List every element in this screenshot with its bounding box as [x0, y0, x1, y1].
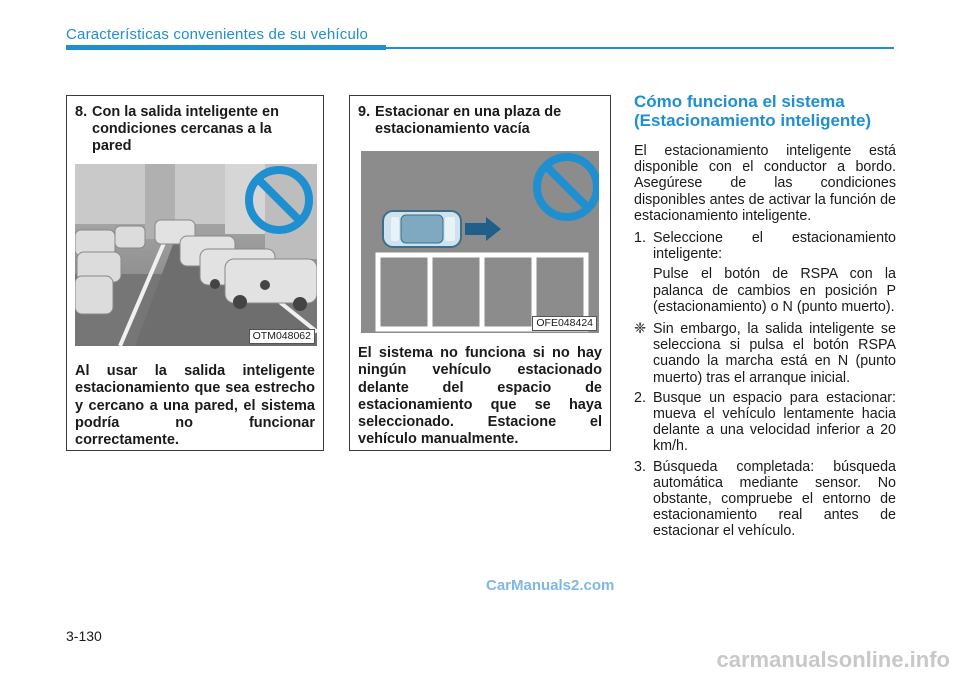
note-symbol: ❈	[634, 321, 646, 338]
list-item	[634, 230, 896, 262]
header-title: Características convenientes de su vehículo	[66, 26, 369, 43]
box-1-note: Al usar la salida inteligente estacionamiento que sea estrecho y cercano a una pared, el sistema podría no funcionar correctamente.	[75, 363, 315, 449]
warning-box-2	[349, 95, 611, 451]
step-1-detail: Pulse el botón de RSPA con la palanca de cambios en posición P (estacionamiento) o N (punto muerto).	[653, 266, 896, 315]
header-rule	[66, 45, 386, 50]
image-code: OFE048424	[532, 316, 597, 331]
right-column	[634, 92, 896, 544]
section-title: Cómo funciona el sistema (Estacionamiento inteligente)	[634, 92, 872, 130]
box-2-number: 9.	[358, 104, 371, 120]
list-item	[634, 459, 896, 540]
watermark-link[interactable]: CarManuals2.com	[486, 577, 615, 594]
step-3-text: Búsqueda completada: búsqueda automática mediante sensor. No obstante, compruebe el entorno de estacionamiento real antes de estacionar el vehículo.	[653, 458, 896, 540]
step-2-text: Busque un espacio para estacionar: mueva el vehículo lentamente hacia delante a una velocidad inferior a 20 km/h.	[653, 389, 896, 455]
box-1-number: 8.	[75, 104, 88, 120]
step-1-number: 1.	[634, 230, 646, 247]
box-2-heading-line1: Estacionar en una plaza de	[375, 104, 562, 120]
box-1-heading	[75, 104, 315, 155]
wall-exit-illustration	[75, 164, 317, 346]
intro-paragraph: El estacionamiento inteligente está disponible con el conductor a bordo. Asegúrese de las condiciones disponibles antes de activar la función de estacionamiento inteligente.	[634, 143, 896, 224]
box-2-heading	[358, 104, 602, 138]
note-item	[634, 321, 896, 386]
page-number: 3-130	[66, 628, 102, 644]
warning-box-1	[66, 95, 324, 451]
box-1-heading-line1: Con la salida inteligente en	[92, 104, 279, 120]
note-text: Sin embargo, la salida inteligente se selecciona si pulsa el botón RSPA cuando la marcha está en N (punto muerto) tras el arranque inicial.	[653, 321, 896, 386]
step-3-number: 3.	[634, 458, 646, 475]
step-1-text: Seleccione el estacionamiento inteligente:	[653, 230, 896, 263]
box-1-heading-rest: condiciones cercanas a la pared	[92, 121, 272, 154]
image-code: OTM048062	[249, 329, 315, 344]
box-2-note: El sistema no funciona si no hay ningún vehículo estacionado delante del espacio de estacionamiento que se haya seleccionado. Estacione el vehículo manualmente.	[358, 345, 602, 448]
step-2-number: 2.	[634, 389, 646, 406]
footer-watermark: carmanualsonline.info	[716, 647, 950, 672]
header-rule-thin	[386, 47, 894, 49]
list-item	[634, 390, 896, 455]
empty-parking-illustration	[361, 151, 599, 333]
box-2-heading-rest: estacionamiento vacía	[375, 121, 530, 137]
